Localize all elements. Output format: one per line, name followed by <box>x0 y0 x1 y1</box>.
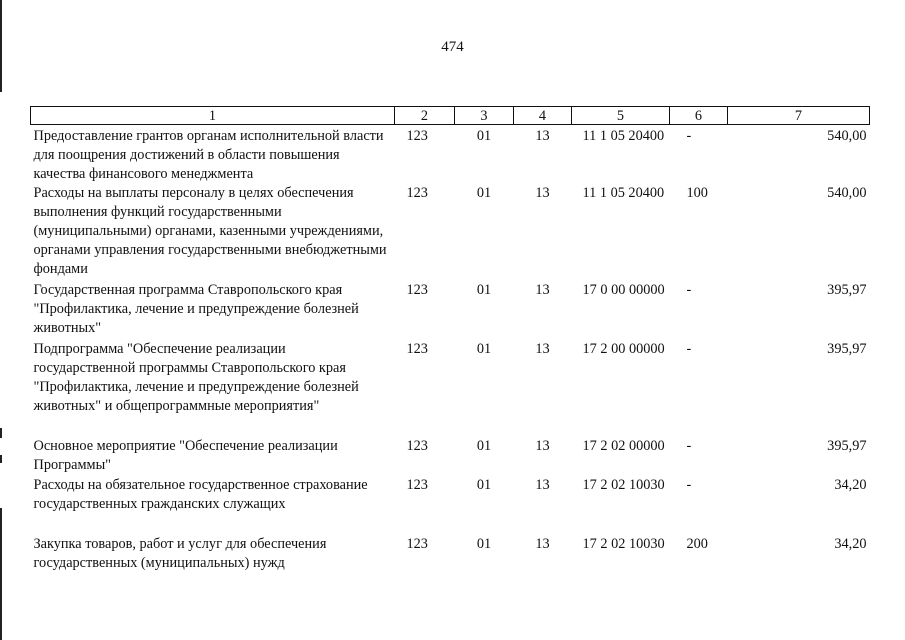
row-subsection: 13 <box>535 185 550 201</box>
page-edge-line <box>0 428 2 438</box>
row-name: Основное мероприятие "Обеспечение реализации Программы" <box>33 438 338 473</box>
page-number: 474 <box>441 39 464 55</box>
row-section: 01 <box>476 536 492 552</box>
row-code: 123 <box>406 438 428 454</box>
row-amount: 34,20 <box>834 477 867 493</box>
table-row <box>31 281 870 340</box>
row-code: 123 <box>406 477 428 493</box>
row-code: 123 <box>406 341 428 357</box>
row-target-article: 11 1 05 20400 <box>582 128 665 144</box>
row-code: 123 <box>406 536 428 552</box>
header-col-5: 5 <box>572 107 670 125</box>
row-subsection: 13 <box>535 341 550 357</box>
row-target-article: 11 1 05 20400 <box>582 185 665 201</box>
header-col-4: 4 <box>514 107 572 125</box>
row-amount: 395,97 <box>827 438 867 454</box>
table-row <box>31 535 870 575</box>
row-section: 01 <box>476 438 492 454</box>
row-name: Предоставление грантов органам исполнительной власти для поощрения достижений в области повышения качества финансового менеджмента <box>33 128 384 182</box>
row-section: 01 <box>476 185 492 201</box>
row-expense-type: - <box>686 128 692 144</box>
row-subsection: 13 <box>535 282 550 298</box>
budget-table <box>30 106 870 575</box>
table-row <box>31 476 870 535</box>
row-amount: 540,00 <box>827 185 867 201</box>
row-expense-type: - <box>686 477 692 493</box>
row-subsection: 13 <box>535 438 550 454</box>
row-expense-type: 100 <box>686 185 708 201</box>
header-col-2: 2 <box>395 107 455 125</box>
row-name: Расходы на обязательное государственное страхование государственных гражданских служащих <box>33 477 368 512</box>
row-amount: 540,00 <box>827 128 867 144</box>
row-target-article: 17 2 02 10030 <box>582 477 665 493</box>
row-expense-type: - <box>686 341 692 357</box>
row-name: Расходы на выплаты персоналу в целях обеспечения выполнения функций государственными (муниципальными) органами, казенными учреждениями, органами управления государственными внебюджетными фондами <box>33 185 387 277</box>
row-subsection: 13 <box>535 477 550 493</box>
table-row <box>31 184 870 281</box>
page-edge-line <box>0 455 2 463</box>
row-expense-type: - <box>686 438 692 454</box>
row-subsection: 13 <box>535 128 550 144</box>
table-row <box>31 340 870 437</box>
row-code: 123 <box>406 282 428 298</box>
row-target-article: 17 2 02 00000 <box>582 438 665 454</box>
row-name: Государственная программа Ставропольского края "Профилактика, лечение и предупреждение болезней животных" <box>33 282 359 336</box>
page-edge-line <box>0 508 2 640</box>
header-col-3: 3 <box>455 107 514 125</box>
row-target-article: 17 0 00 00000 <box>582 282 665 298</box>
header-col-1: 1 <box>31 107 395 125</box>
row-subsection: 13 <box>535 536 550 552</box>
header-row <box>31 107 870 125</box>
table-row <box>31 125 870 185</box>
row-expense-type: - <box>686 282 692 298</box>
row-section: 01 <box>476 128 492 144</box>
row-section: 01 <box>476 341 492 357</box>
row-target-article: 17 2 00 00000 <box>582 341 665 357</box>
row-amount: 395,97 <box>827 282 867 298</box>
table-row <box>31 437 870 476</box>
row-code: 123 <box>406 128 428 144</box>
header-col-6: 6 <box>670 107 728 125</box>
row-section: 01 <box>476 282 492 298</box>
row-amount: 34,20 <box>834 536 867 552</box>
row-name: Подпрограмма "Обеспечение реализации государственной программы Ставропольского края "Профилактика, лечение и предупреждение болезней животных" и общепрограммные мероприятия" <box>33 341 359 414</box>
header-col-7: 7 <box>728 107 870 125</box>
row-section: 01 <box>476 477 492 493</box>
row-target-article: 17 2 02 10030 <box>582 536 665 552</box>
row-amount: 395,97 <box>827 341 867 357</box>
row-code: 123 <box>406 185 428 201</box>
row-name: Закупка товаров, работ и услуг для обеспечения государственных (муниципальных) нужд <box>33 536 327 571</box>
row-expense-type: 200 <box>686 536 708 552</box>
